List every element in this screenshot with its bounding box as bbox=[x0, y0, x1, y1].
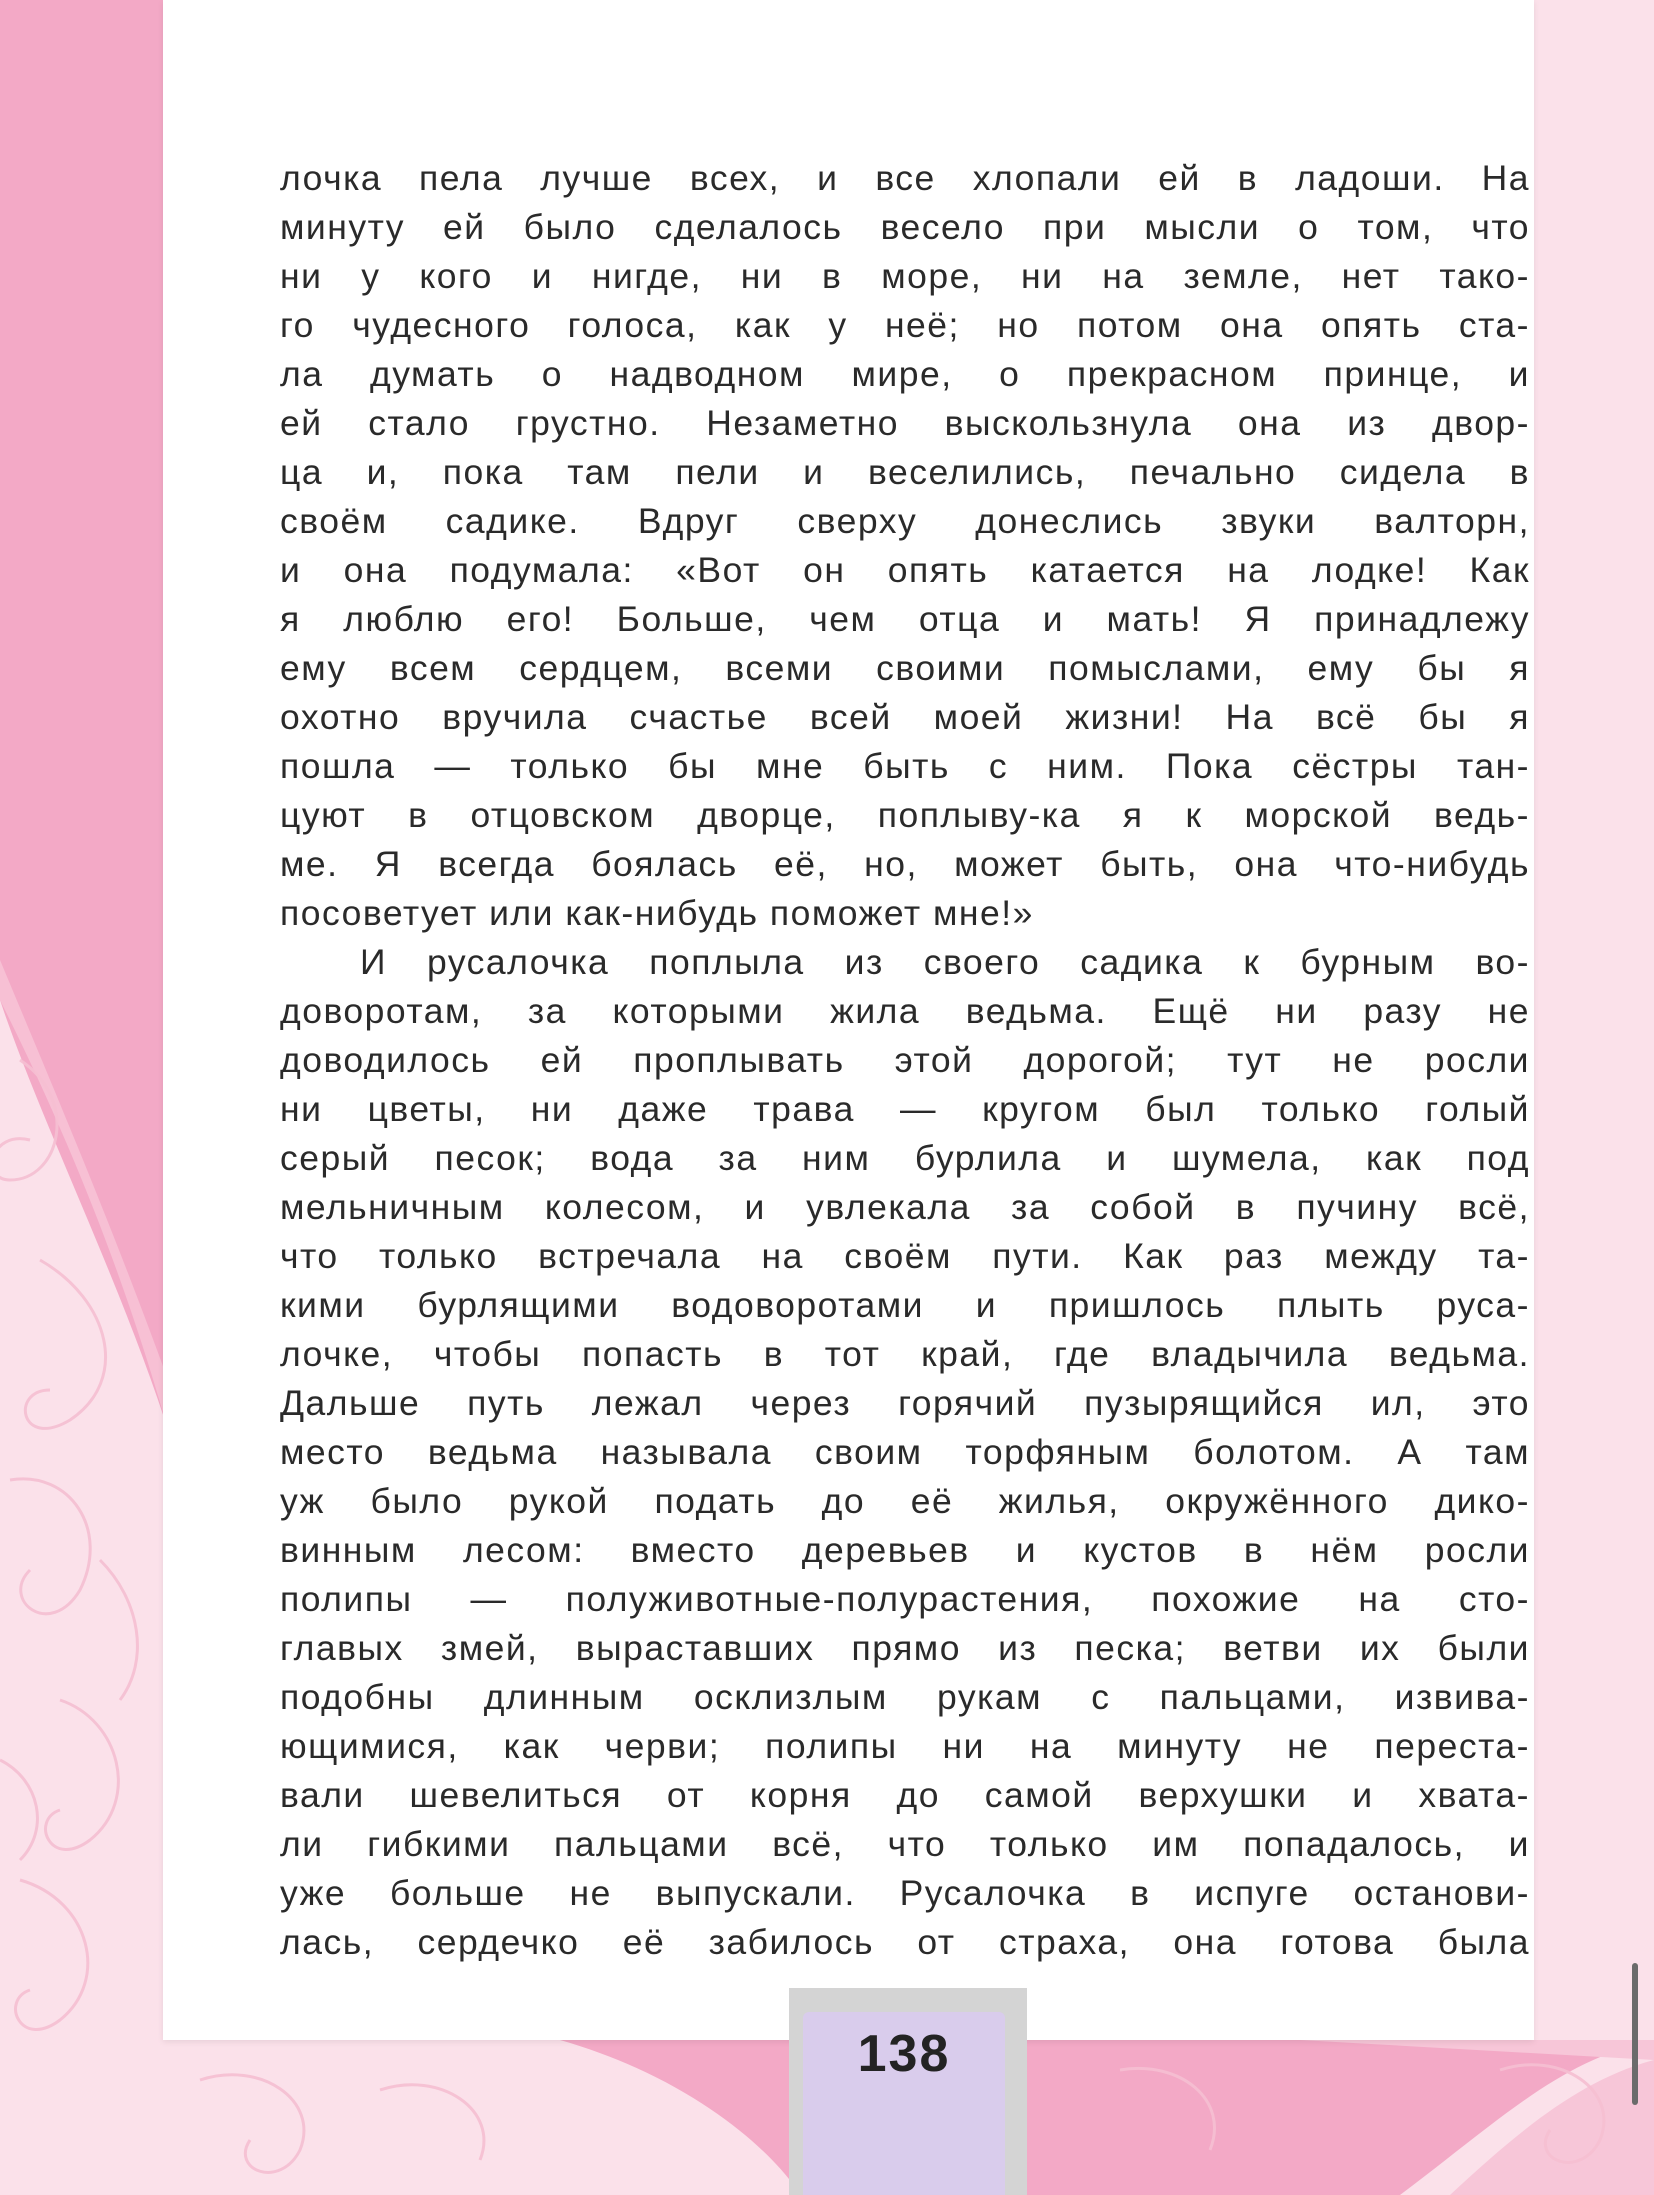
text-line: И русалочка поплыла из своего садика к бурным во- bbox=[360, 942, 1530, 982]
text-line: уже больше не выпускали. Русалочка в испуге останови- bbox=[280, 1873, 1530, 1913]
text-line: ему всем сердцем, всеми своими помыслами, ему бы я bbox=[280, 648, 1530, 688]
text-line: ла думать о надводном мире, о прекрасном принце, и bbox=[280, 354, 1530, 394]
text-line: ющимися, как черви; полипы ни на минуту не переста- bbox=[280, 1726, 1530, 1766]
text-line: доводилось ей проплывать этой дорогой; тут не росли bbox=[280, 1040, 1530, 1080]
text-line: ни у кого и нигде, ни в море, ни на земле, нет тако- bbox=[280, 256, 1530, 296]
page-number: 138 bbox=[857, 2025, 951, 2083]
text-line: подобны длинным осклизлым рукам с пальцами, извива- bbox=[280, 1677, 1530, 1717]
text-line: ли гибкими пальцами всё, что только им попадалось, и bbox=[280, 1824, 1530, 1864]
text-line: полипы — полуживотные-полурастения, похожие на сто- bbox=[280, 1579, 1530, 1619]
text-line: винным лесом: вместо деревьев и кустов в нём росли bbox=[280, 1530, 1530, 1570]
text-line: минуту ей было сделалось весело при мысли о том, что bbox=[280, 207, 1530, 247]
text-line: и она подумала: «Вот он опять катается на лодке! Как bbox=[280, 550, 1530, 590]
text-line: Дальше путь лежал через горячий пузырящийся ил, это bbox=[280, 1383, 1530, 1423]
text-line: го чудесного голоса, как у неё; но потом она опять ста- bbox=[280, 305, 1530, 345]
paragraph bbox=[280, 154, 1530, 938]
text-line: ни цветы, ни даже трава — кругом был только голый bbox=[280, 1089, 1530, 1129]
text-line: мельничным колесом, и увлекала за собой в пучину всё, bbox=[280, 1187, 1530, 1227]
text-line: пошла — только бы мне быть с ним. Пока сёстры тан- bbox=[280, 746, 1530, 786]
text-line: серый песок; вода за ним бурлила и шумела, как под bbox=[280, 1138, 1530, 1178]
text-line: уж было рукой подать до её жилья, окружённого дико- bbox=[280, 1481, 1530, 1521]
scrollbar-thumb[interactable] bbox=[1632, 1963, 1638, 2105]
text-line: вали шевелиться от корня до самой верхушки и хвата- bbox=[280, 1775, 1530, 1815]
text-line: кими бурлящими водоворотами и пришлось плыть руса- bbox=[280, 1285, 1530, 1325]
text-line: ей стало грустно. Незаметно выскользнула она из двор- bbox=[280, 403, 1530, 443]
text-line: я люблю его! Больше, чем отца и мать! Я принадлежу bbox=[280, 599, 1530, 639]
paragraph bbox=[280, 938, 1530, 1967]
text-line: охотно вручила счастье всей моей жизни! На всё бы я bbox=[280, 697, 1530, 737]
text-line: лочке, чтобы попасть в тот край, где владычила ведьма. bbox=[280, 1334, 1530, 1374]
text-line: лась, сердечко её забилось от страха, она готова была bbox=[280, 1922, 1530, 1962]
text-line: своём садике. Вдруг сверху донеслись звуки валторн, bbox=[280, 501, 1530, 541]
book-page bbox=[163, 0, 1534, 2040]
text-line: посоветует или как-нибудь поможет мне!» bbox=[280, 893, 1034, 933]
text-line: доворотам, за которыми жила ведьма. Ещё ни разу не bbox=[280, 991, 1530, 1031]
text-line: главых змей, выраставших прямо из песка; ветви их были bbox=[280, 1628, 1530, 1668]
text-line: ме. Я всегда боялась её, но, может быть, она что-нибудь bbox=[280, 844, 1530, 884]
text-line: место ведьма называла своим торфяным болотом. А там bbox=[280, 1432, 1530, 1472]
text-line: что только встречала на своём пути. Как раз между та- bbox=[280, 1236, 1530, 1276]
body-text bbox=[280, 154, 1530, 1967]
text-line: лочка пела лучше всех, и все хлопали ей в ладоши. На bbox=[280, 158, 1530, 198]
text-line: цуют в отцовском дворце, поплыву-ка я к морской ведь- bbox=[280, 795, 1530, 835]
text-line: ца и, пока там пели и веселились, печально сидела в bbox=[280, 452, 1530, 492]
